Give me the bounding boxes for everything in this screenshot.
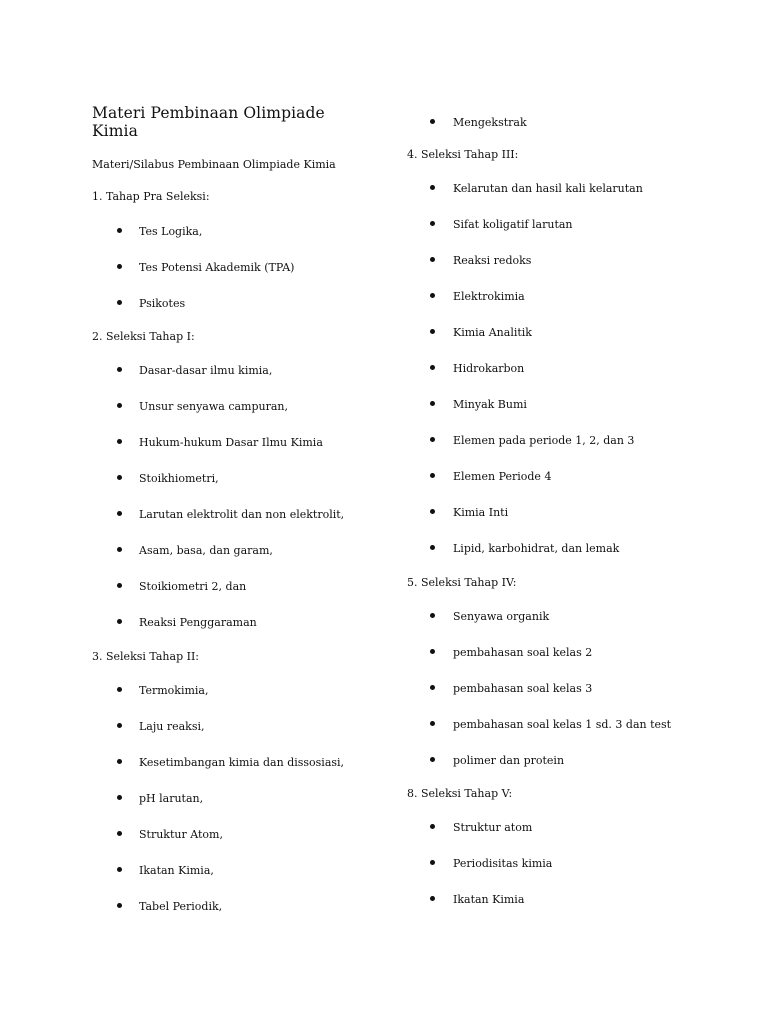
list-item: Larutan elektrolit dan non elektrolit, [139, 508, 345, 521]
bullet-icon [117, 439, 122, 444]
section-heading-tahap-2: 3. Seleksi Tahap II: [92, 650, 200, 663]
bullet-icon [117, 867, 122, 872]
list-item: Laju reaksi, [139, 720, 205, 733]
list-item: Ikatan Kimia [453, 893, 525, 906]
bullet-icon [117, 511, 122, 516]
bullet-icon [430, 257, 435, 262]
list-item: Dasar-dasar ilmu kimia, [139, 364, 273, 377]
list-item: Ikatan Kimia, [139, 864, 214, 877]
bullet-icon [430, 329, 435, 334]
list-item: Tes Potensi Akademik (TPA) [139, 261, 295, 274]
bullet-icon [117, 759, 122, 764]
list-item: Stoikhiometri, [139, 472, 219, 485]
bullet-icon [117, 687, 122, 692]
bullet-icon [117, 723, 122, 728]
bullet-icon [430, 221, 435, 226]
bullet-icon [430, 545, 435, 550]
bullet-icon [430, 896, 435, 901]
document-subtitle: Materi/Silabus Pembinaan Olimpiade Kimia [92, 158, 336, 171]
bullet-icon [117, 300, 122, 305]
list-item: Kelarutan dan hasil kali kelarutan [453, 182, 643, 195]
list-item: Kimia Analitik [453, 326, 532, 339]
bullet-icon [430, 685, 435, 690]
list-item: Struktur Atom, [139, 828, 223, 841]
list-item: Kimia Inti [453, 506, 509, 519]
bullet-icon [430, 119, 435, 124]
list-item: pembahasan soal kelas 1 sd. 3 dan test [453, 718, 672, 731]
list-item: Elemen pada periode 1, 2, dan 3 [453, 434, 635, 447]
list-item: Mengekstrak [453, 116, 527, 129]
list-item: Reaksi Penggaraman [139, 616, 257, 629]
section-heading-tahap-5: 8. Seleksi Tahap V: [407, 787, 513, 800]
list-item: Hidrokarbon [453, 362, 525, 375]
list-item: Unsur senyawa campuran, [139, 400, 288, 413]
bullet-icon [430, 824, 435, 829]
bullet-icon [117, 367, 122, 372]
bullet-icon [117, 228, 122, 233]
list-item: Tes Logika, [139, 225, 203, 238]
bullet-icon [117, 403, 122, 408]
list-item: Struktur atom [453, 821, 533, 834]
bullet-icon [117, 583, 122, 588]
list-item: Minyak Bumi [453, 398, 527, 411]
list-item: pH larutan, [139, 792, 204, 805]
list-item: Hukum-hukum Dasar Ilmu Kimia [139, 436, 323, 449]
list-item: Periodisitas kimia [453, 857, 553, 870]
list-item: Reaksi redoks [453, 254, 532, 267]
bullet-icon [117, 475, 122, 480]
bullet-icon [117, 903, 122, 908]
list-item: Elektrokimia [453, 290, 525, 303]
list-item: Senyawa organik [453, 610, 550, 623]
list-item: Kesetimbangan kimia dan dissosiasi, [139, 756, 345, 769]
bullet-icon [117, 831, 122, 836]
bullet-icon [430, 473, 435, 478]
bullet-icon [430, 185, 435, 190]
bullet-icon [117, 619, 122, 624]
section-heading-pra-seleksi: 1. Tahap Pra Seleksi: [92, 190, 210, 203]
document-title: Materi Pembinaan Olimpiade Kimia [92, 104, 325, 140]
bullet-icon [117, 795, 122, 800]
list-item: Lipid, karbohidrat, dan lemak [453, 542, 620, 555]
list-item: Elemen Periode 4 [453, 470, 552, 483]
section-heading-tahap-1: 2. Seleksi Tahap I: [92, 330, 195, 343]
list-item: Asam, basa, dan garam, [139, 544, 273, 557]
bullet-icon [117, 547, 122, 552]
section-heading-tahap-4: 5. Seleksi Tahap IV: [407, 576, 517, 589]
list-item: pembahasan soal kelas 2 [453, 646, 593, 659]
bullet-icon [430, 613, 435, 618]
list-item: pembahasan soal kelas 3 [453, 682, 593, 695]
list-item: Sifat koligatif larutan [453, 218, 573, 231]
bullet-icon [117, 264, 122, 269]
bullet-icon [430, 293, 435, 298]
bullet-icon [430, 401, 435, 406]
bullet-icon [430, 365, 435, 370]
list-item: Psikotes [139, 297, 186, 310]
bullet-icon [430, 721, 435, 726]
bullet-icon [430, 509, 435, 514]
bullet-icon [430, 860, 435, 865]
bullet-icon [430, 437, 435, 442]
bullet-icon [430, 649, 435, 654]
list-item: Stoikiometri 2, dan [139, 580, 247, 593]
list-item: polimer dan protein [453, 754, 565, 767]
section-heading-tahap-3: 4. Seleksi Tahap III: [407, 148, 519, 161]
list-item: Tabel Periodik, [139, 900, 223, 913]
list-item: Termokimia, [139, 684, 209, 697]
bullet-icon [430, 757, 435, 762]
